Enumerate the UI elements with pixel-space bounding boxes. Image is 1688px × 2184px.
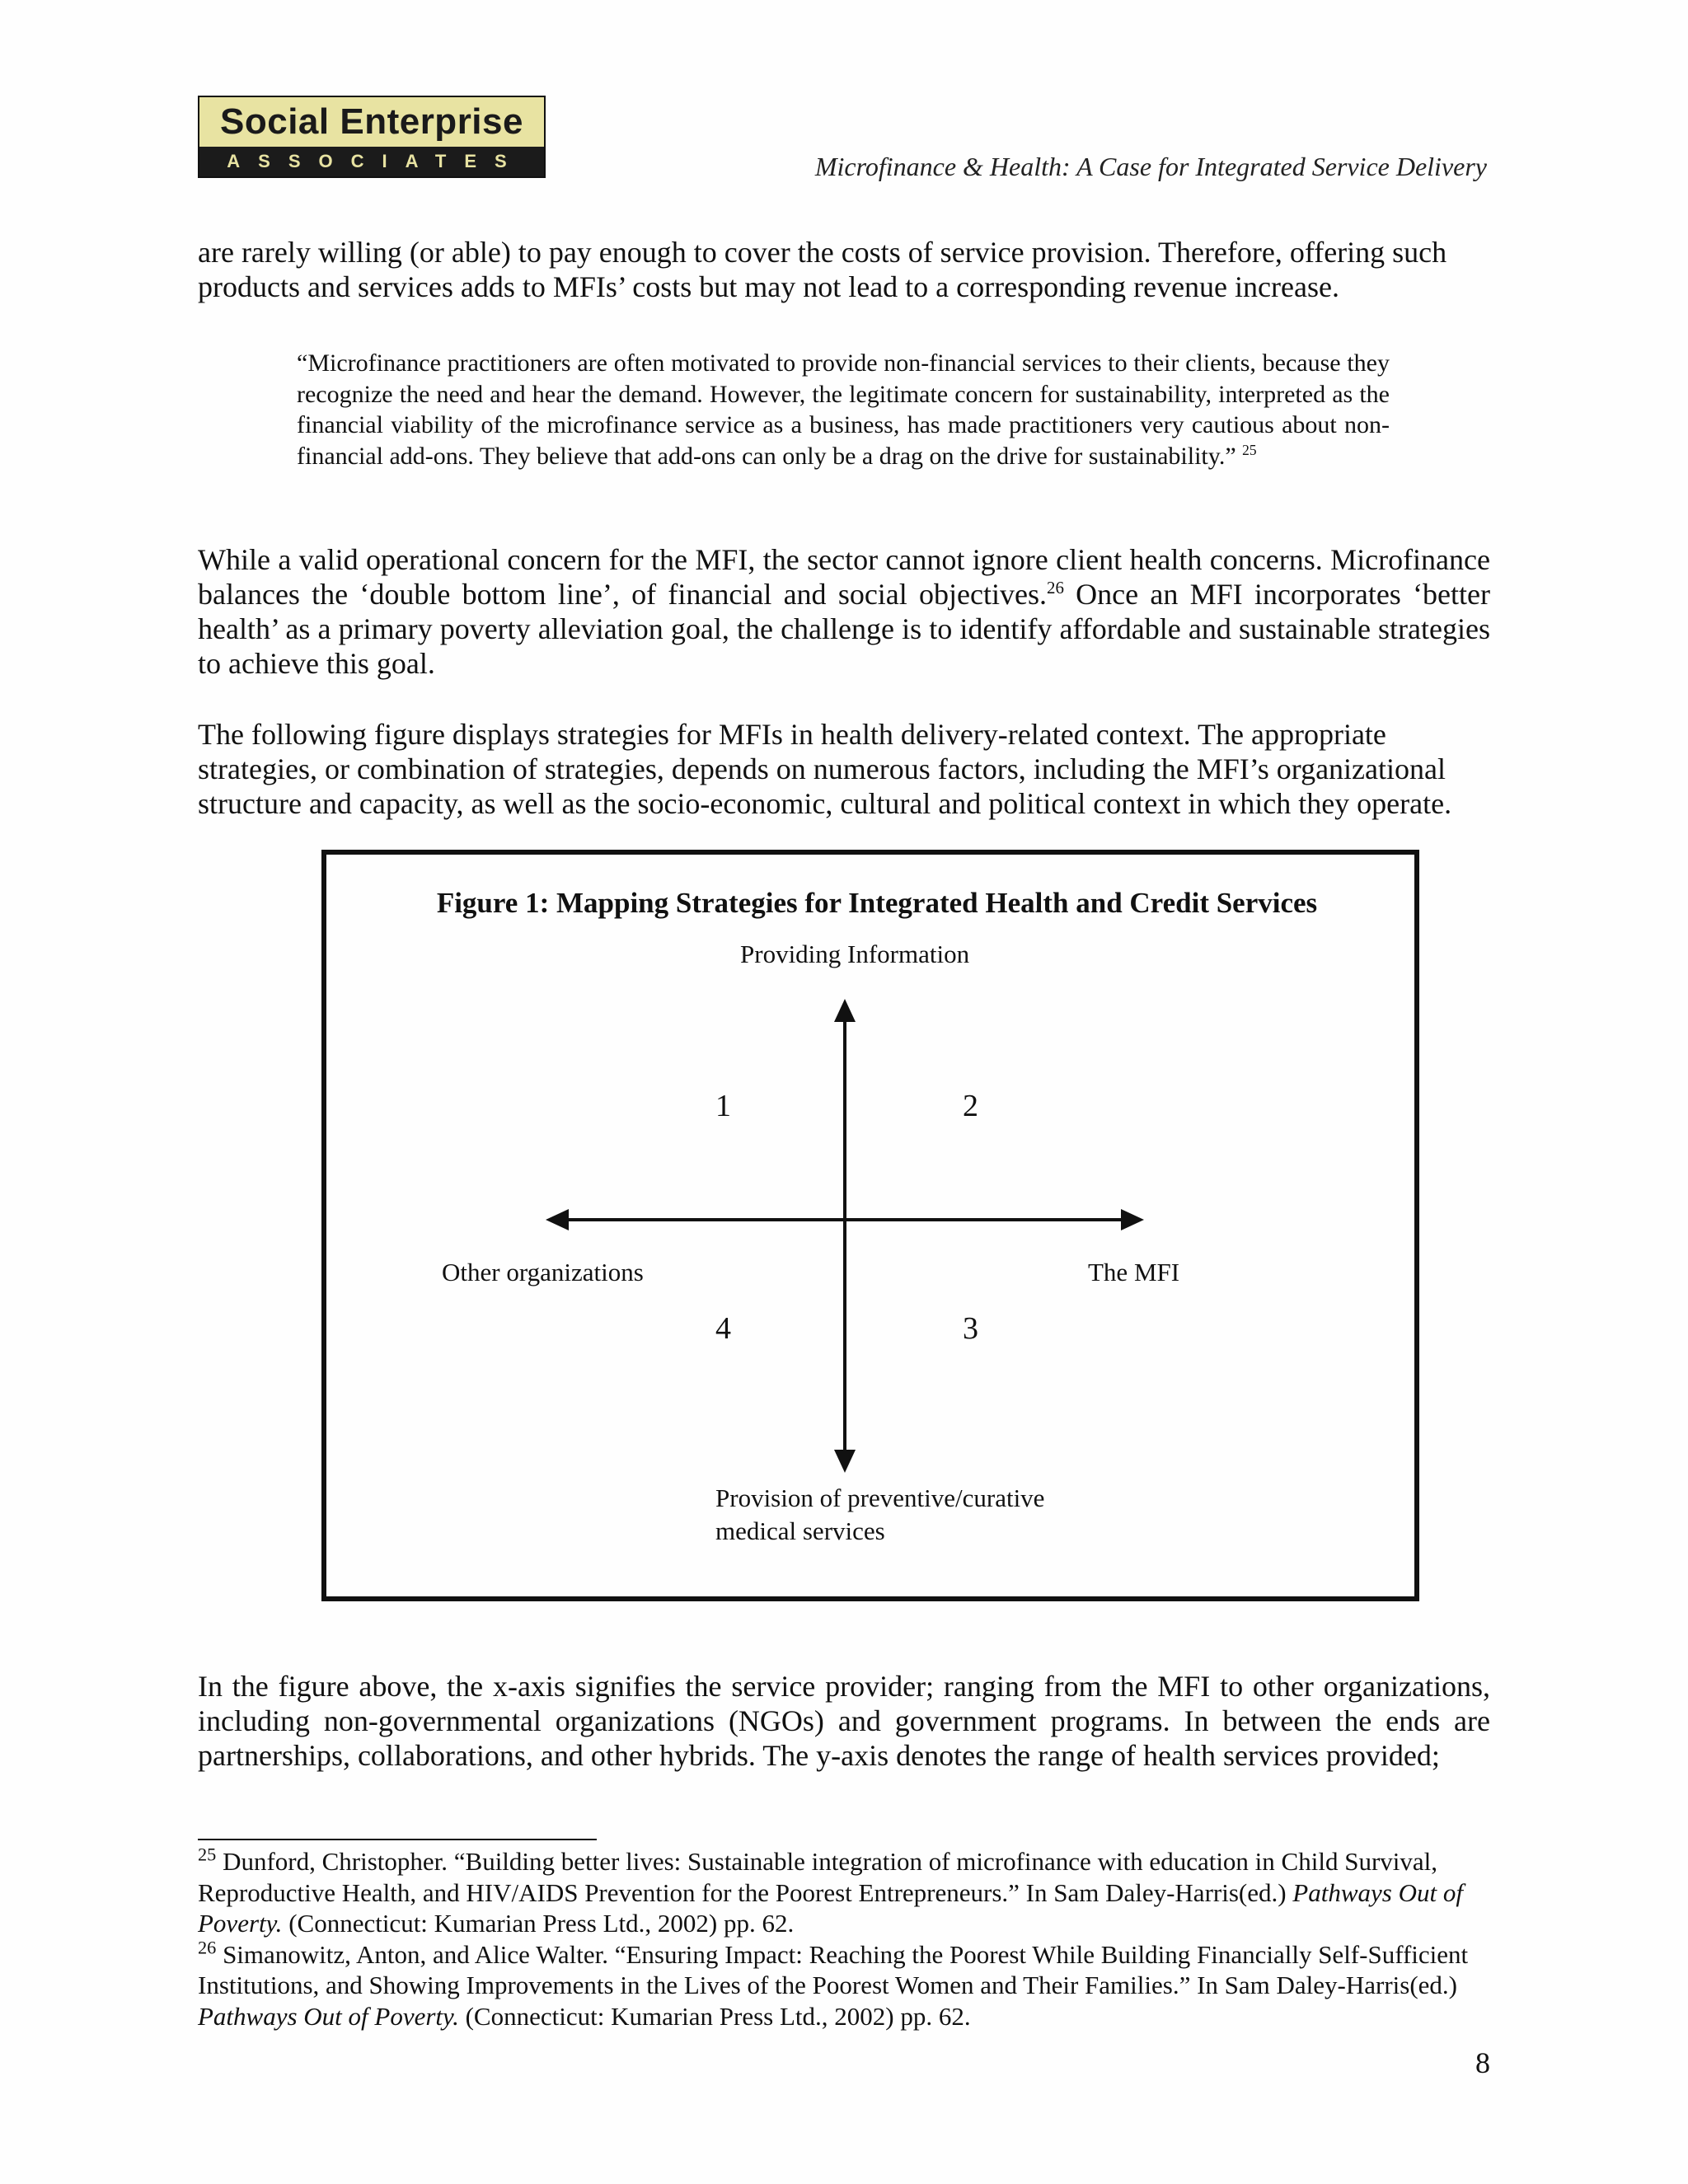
- paragraph-2-part-b: Once an MFI incorporates ‘better health’ as a primary poverty alleviation goal, the challenge is to identify affordable and sustainable strategies to achieve this goal.: [198, 578, 1491, 680]
- quadrant-2-label: 2: [963, 1089, 978, 1123]
- quadrant-3-label: 3: [963, 1311, 978, 1346]
- footnote-text-end: (Connecticut: Kumarian Press Ltd., 2002) pp. 62.: [282, 1909, 795, 1938]
- quote-text: “Microfinance practitioners are often motivated to provide non-financial services to their clients, because they recognize the need and hear the demand. However, the legitimate concern for sustainability, interpreted as the financial viability of the microfinance service as a business, has made practitioners very cautious about non-financial add-ons. They believe that add-ons can only be a drag on the drive for sustainability.”: [297, 349, 1390, 470]
- x-axis-left-label: Other organizations: [442, 1258, 644, 1286]
- footnote-text: Simanowitz, Anton, and Alice Walter. “Ensuring Impact: Reaching the Poorest While Building Financially Self-Sufficient Institutions, and Showing Improvements in the Lives of the Poorest Women and Their Families.” In Sam Daley-Harris(ed.): [198, 1939, 1469, 1999]
- quadrant-1-label: 1: [715, 1089, 731, 1123]
- page-number: 8: [1475, 2046, 1490, 2079]
- footnote-25: [198, 1846, 1484, 1939]
- y-axis-bottom-label: [715, 1482, 1044, 1548]
- y-axis-bottom-label-line2: medical services: [715, 1516, 885, 1545]
- footnote-text: Dunford, Christopher. “Building better lives: Sustainable integration of microfinance with education in Child Survival, Reproductive Health, and HIV/AIDS Prevention for the Poorest Entrepreneurs.” In Sam Daley-Harris(ed.): [198, 1847, 1438, 1907]
- footnote-number: 25: [198, 1844, 217, 1865]
- logo-line2: ASSOCIATES: [199, 147, 544, 176]
- quadrant-4-label: 4: [715, 1311, 731, 1346]
- x-axis-left-arrow: [546, 1209, 569, 1230]
- y-axis-up-arrow: [834, 999, 856, 1022]
- y-axis-down-arrow: [834, 1450, 856, 1473]
- paragraph-3: The following figure displays strategies for MFIs in health delivery-related context. The appropriate strategies, or combination of strategies, depends on numerous factors, including the MFI’s organizational structure and capacity, as well as the socio-economic, cultural and political context in which they operate.: [198, 718, 1452, 820]
- footnote-text-end: (Connecticut: Kumarian Press Ltd., 2002) pp. 62.: [458, 2001, 971, 2031]
- paragraph-4: In the figure above, the x-axis signifies the service provider; ranging from the MFI to other organizations, including non-governmental organizations (NGOs) and government programs. In between the ends are partnerships, collaborations, and other hybrids. The y-axis denotes the range of health services provided;: [198, 1670, 1490, 1772]
- footnote-ref-25: 25: [1242, 441, 1257, 458]
- paragraph-1: are rarely willing (or able) to pay enough to cover the costs of service provision. Therefore, offering such products and services adds to MFIs’ costs but may not lead to a corresponding revenue increase.: [198, 236, 1447, 303]
- footnotes: [198, 1846, 1484, 2032]
- running-title: Microfinance & Health: A Case for Integrated Service Delivery: [814, 152, 1487, 181]
- footnote-26: [198, 1939, 1484, 2032]
- y-axis-top-label: Providing Information: [740, 940, 970, 968]
- x-axis-right-label: The MFI: [1088, 1258, 1180, 1286]
- footnote-book-title: Pathways Out of Poverty.: [198, 2001, 459, 2031]
- footnote-ref-26: 26: [1047, 578, 1064, 598]
- y-axis-bottom-label-line1: Provision of preventive/curative: [715, 1483, 1045, 1512]
- footnote-book-title: Pathways Out of Poverty.: [198, 1877, 1463, 1938]
- figure-title: Figure 1: Mapping Strategies for Integrated Health and Credit Services: [436, 887, 1318, 919]
- footnote-separator: [198, 1839, 597, 1840]
- x-axis-right-arrow: [1121, 1209, 1144, 1230]
- footnote-number: 26: [198, 1937, 217, 1958]
- paragraph-2-part-a: While a valid operational concern for the MFI, the sector cannot ignore client health concerns. Microfinance balances the ‘double bottom line’, of financial and social objectives.: [198, 543, 1490, 611]
- logo-line1: Social Enterprise: [220, 101, 523, 142]
